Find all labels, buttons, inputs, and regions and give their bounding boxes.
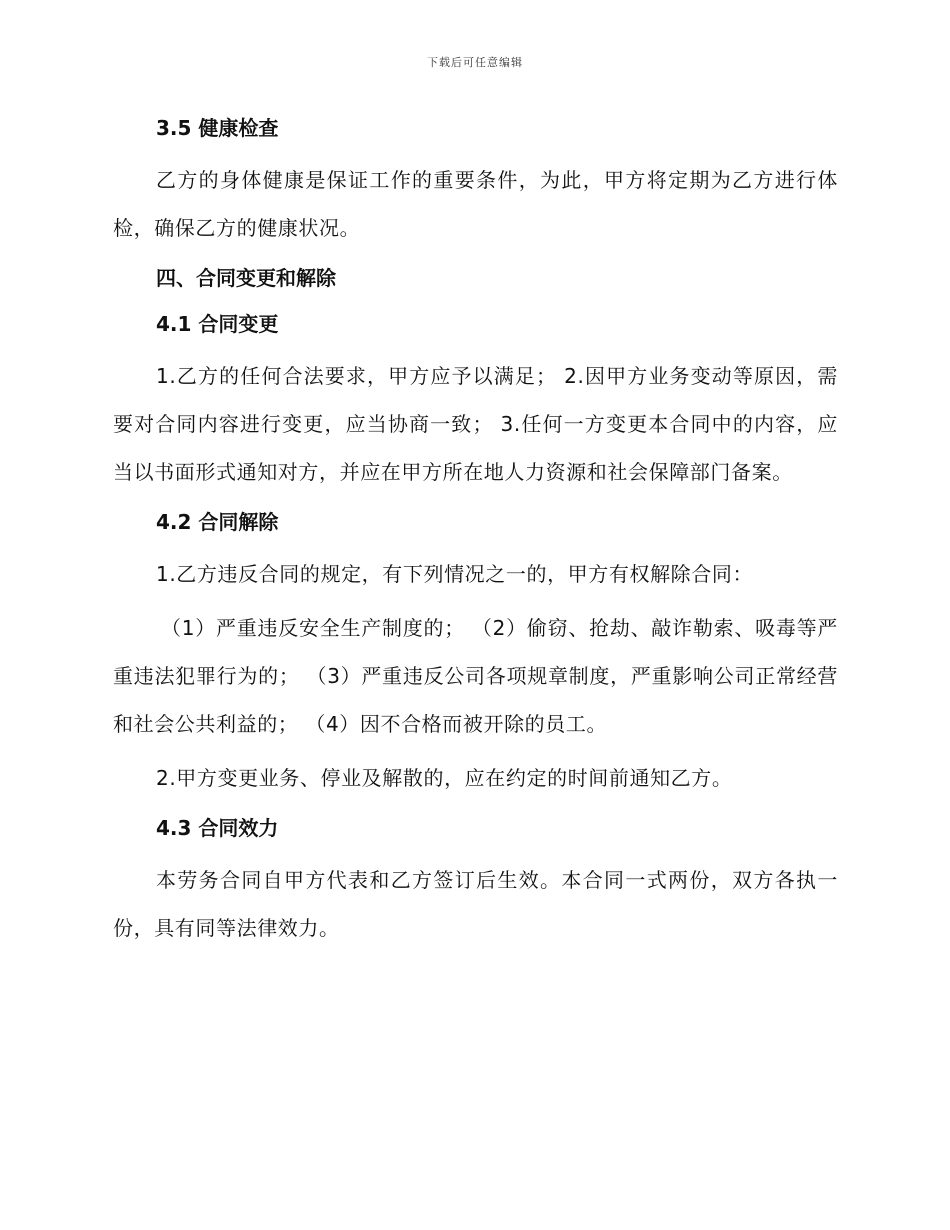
- section-3-5-title: 3.5 健康检查: [156, 116, 279, 140]
- header-note: 下载后可任意编辑: [427, 56, 523, 69]
- section-4-2-body-1: 1.乙方违反合同的规定，有下列情况之一的，甲方有权解除合同：: [156, 562, 754, 586]
- chapter-4-title: 四、合同变更和解除: [156, 266, 336, 290]
- section-4-1-title: 4.1 合同变更: [156, 312, 279, 336]
- document-body: [113, 110, 838, 960]
- section-3-5-body: 乙方的身体健康是保证工作的重要条件，为此，甲方将定期为乙方进行体检，确保乙方的健康状况。: [113, 168, 838, 240]
- section-4-2-title: 4.2 合同解除: [156, 510, 279, 534]
- section-4-1-body: 1.乙方的任何合法要求，甲方应予以满足； 2.因甲方业务变动等原因，需要对合同内容进行变更，应当协商一致； 3.任何一方变更本合同中的内容，应当以书面形式通知对方，并应在甲方所在地人力资源和社会保障部门备案。: [113, 364, 838, 484]
- section-4-3-title: 4.3 合同效力: [156, 816, 279, 840]
- section-4-3-body: 本劳务合同自甲方代表和乙方签订后生效。本合同一式两份，双方各执一份，具有同等法律效力。: [113, 868, 838, 940]
- section-4-2-body-3: 2.甲方变更业务、停业及解散的，应在约定的时间前通知乙方。: [156, 766, 733, 790]
- section-4-2-body-2: （1）严重违反安全生产制度的； （2）偷窃、抢劫、敲诈勒索、吸毒等严重违法犯罪行为的； （3）严重违反公司各项规章制度，严重影响公司正常经营和社会公共利益的； （4）因不合格而被开除的员工。: [113, 616, 838, 736]
